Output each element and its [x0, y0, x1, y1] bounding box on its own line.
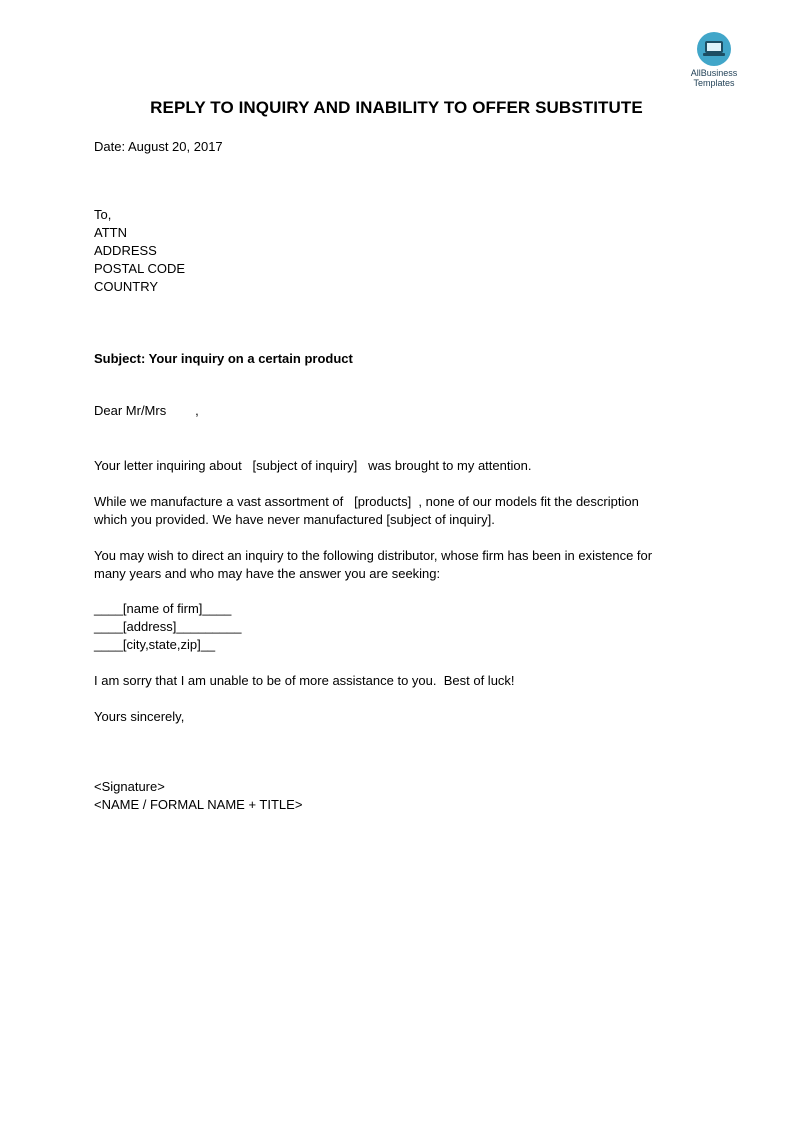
- salutation: Dear Mr/Mrs ,: [94, 403, 199, 418]
- address-country: COUNTRY: [94, 279, 159, 294]
- body-paragraph-3-line-2: many years and who may have the answer you are seeking:: [94, 566, 441, 581]
- name-title-placeholder: <NAME / FORMAL NAME + TITLE>: [94, 797, 303, 812]
- subject-line: Subject: Your inquiry on a certain product: [94, 351, 353, 366]
- address-attn: ATTN: [94, 225, 127, 240]
- distributor-firm: ____[name of firm]____: [94, 601, 232, 616]
- body-paragraph-2-line-2: which you provided. We have never manufactured [subject of inquiry].: [94, 512, 495, 527]
- logo-text-line2: Templates: [693, 78, 735, 88]
- address-to: To,: [94, 207, 112, 222]
- document-title: REPLY TO INQUIRY AND INABILITY TO OFFER SUBSTITUTE: [150, 98, 643, 117]
- logo-text-line1: AllBusiness: [690, 68, 738, 78]
- address-address: ADDRESS: [94, 243, 157, 258]
- laptop-icon: [697, 32, 731, 66]
- signature-placeholder: <Signature>: [94, 779, 165, 794]
- body-paragraph-1: Your letter inquiring about [subject of inquiry] was brought to my attention.: [94, 458, 532, 473]
- body-paragraph-2-line-1: While we manufacture a vast assortment of [products] , none of our models fit the description: [94, 494, 639, 509]
- allbusiness-templates-logo: [682, 32, 746, 88]
- date-line: Date: August 20, 2017: [94, 139, 223, 154]
- body-paragraph-3-line-1: You may wish to direct an inquiry to the following distributor, whose firm has been in existence for: [94, 548, 653, 563]
- closing: Yours sincerely,: [94, 709, 185, 724]
- address-postal-code: POSTAL CODE: [94, 261, 186, 276]
- distributor-address: ____[address]_________: [94, 619, 242, 634]
- body-paragraph-4: I am sorry that I am unable to be of more assistance to you. Best of luck!: [94, 673, 515, 688]
- distributor-city: ____[city,state,zip]__: [94, 637, 216, 652]
